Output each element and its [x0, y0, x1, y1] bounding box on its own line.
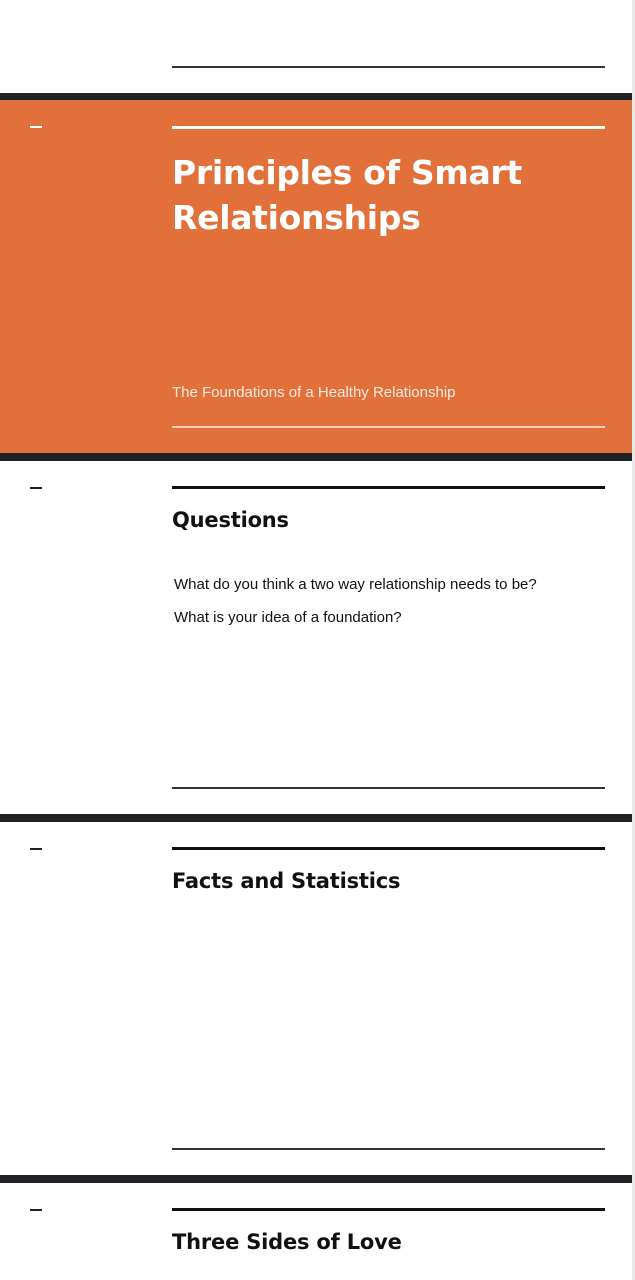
- slide-top-rule: [172, 486, 605, 489]
- slide-bottom-rule: [172, 787, 605, 789]
- slide-2-questions[interactable]: [0, 461, 632, 814]
- slide-marker-dash: [30, 126, 42, 128]
- slide-heading: Facts and Statistics: [172, 869, 401, 893]
- slide-bottom-rule: [172, 66, 605, 68]
- slide-body-line: What is your idea of a foundation?: [174, 609, 402, 626]
- slide-subtitle: The Foundations of a Healthy Relationship: [172, 384, 456, 401]
- slide-top-rule: [172, 847, 605, 850]
- slide-top-rule: [172, 1208, 605, 1211]
- slide-body-line: What do you think a two way relationship needs to be?: [174, 576, 537, 593]
- slide-marker-dash: [30, 487, 42, 489]
- slide-bottom-rule: [172, 1148, 605, 1150]
- slide-marker-dash: [30, 1209, 42, 1211]
- slide-4-three-sides[interactable]: [0, 1183, 632, 1280]
- slide-3-facts[interactable]: [0, 822, 632, 1175]
- slide-bottom-rule: [172, 426, 605, 428]
- slide-heading: Questions: [172, 508, 289, 532]
- slide-top-rule: [172, 126, 605, 129]
- slide-0[interactable]: [0, 0, 632, 93]
- slide-marker-dash: [30, 848, 42, 850]
- slide-title: Principles of Smart Relationships: [172, 153, 522, 237]
- slide-1-title[interactable]: [0, 100, 632, 453]
- slide-heading: Three Sides of Love: [172, 1230, 402, 1254]
